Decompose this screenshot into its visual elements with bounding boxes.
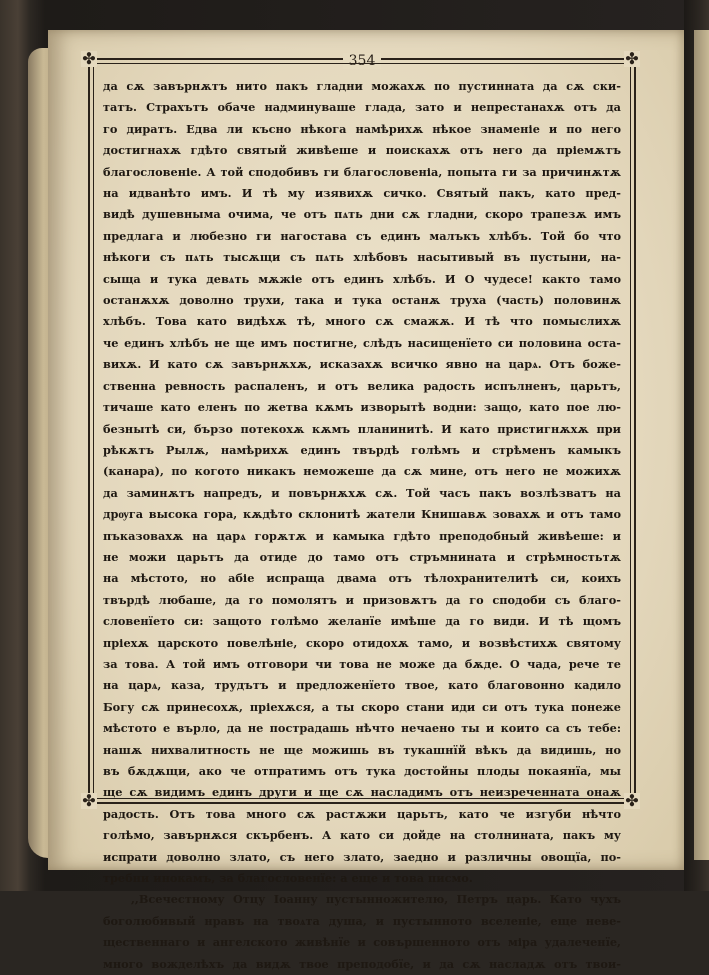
text-line: радость. Отъ това много сѫ растѫжи царьтъ, като че изгуби нѣчто: [103, 806, 621, 821]
text-line: рѣкѫтъ Рылѫ, намѣрихѫ единъ твърдѣ голѣмъ и стрѣменъ камыкъ: [103, 442, 621, 457]
text-line: на идванѣто имъ. И тѣ му изявихѫ сичко. Святый пакъ, като пред-: [103, 186, 621, 201]
text-line: ственна ревность распаленъ, и отъ велика радость испълненъ, царьтъ,: [103, 378, 621, 393]
text-line: вихѫ. И като сѫ завърнѫхѫ, исказахѫ всичко явно на царѧ. Отъ боже-: [103, 357, 621, 372]
text-line: тичаше като еленъ по жетва кѫмъ изворытѣ водни: защо, като пое лю-: [103, 400, 621, 415]
text-line: че единъ хлѣбъ не ще имъ постигне, слѣдъ насищенїето си половина оста-: [103, 335, 621, 350]
text-line: не можи царьтъ да отиде до тамо отъ стръмнината и стрѣмностьтѫ: [103, 549, 621, 564]
corner-ornament-icon: ✤: [625, 49, 639, 68]
letter-line: много вожделѣхъ да видѫ твое преподобїе, и да сѫ насладѫ отъ твои-: [103, 956, 621, 971]
text-line: нашѫ нихвалитность не ще можишь въ тукашнїй вѣкъ да видишь, но: [103, 742, 621, 757]
text-line: пъказовахѫ на царѧ горѫтѫ и камыка гдѣто преподобный живѣеше: и: [103, 528, 621, 543]
corner-ornament-icon: ✤: [82, 791, 96, 810]
text-line: на царѧ, каза, трудътъ и предложенїето твое, като благовонно кадило: [103, 678, 621, 693]
text-line: да заминѫтъ напредъ, и повърнѫхѫ сѫ. Той часъ пакъ возлѣзватъ на: [103, 485, 621, 500]
text-line: на мѣстото, но абіе испраща двама отъ тѣлохранителитѣ си, коихъ: [103, 571, 621, 586]
page-number-container: [90, 50, 634, 69]
text-line: голѣмо, завърнѫся скърбенъ. А като си дойде на столнината, пакъ му: [103, 828, 621, 843]
text-line: дрѹга высока гора, кѫдѣто склонитѣ жатели Книшавѫ зовахѫ и отъ тамо: [103, 507, 621, 522]
letter-line: ,,Всечестному Отцу Іоанну пустынножителю, Петръ царь. Като чухъ: [131, 892, 621, 907]
text-line: за това. А той имъ отговори чи това не може да бѫде. О чада, рече те: [103, 656, 621, 671]
text-line: безнытѣ си, бързо потекохѫ кѫмъ планинитѣ. И като пристигнѫхѫ при: [103, 421, 621, 436]
text-line: словенїето си: защото голѣмо желанїе имѣше да го види. И тѣ щомъ: [103, 614, 621, 629]
text-line: предлага и любезно ги нагостава съ единъ малъкъ хлѣбъ. Той бо что: [103, 228, 621, 243]
text-line: пріехѫ царското повелѣніе, скоро отидохѫ тамо, и возвѣстихѫ святому: [103, 635, 621, 650]
corner-ornament-icon: ✤: [625, 791, 639, 810]
text-line: требни инокамъ, за благословенїе: а еще и това писмо.: [103, 871, 473, 886]
text-line: въ бѫдѫщи, ако че отпратимъ отъ тука достойны плоды покаянїа, мы: [103, 764, 621, 778]
text-line: сыща и тука девѧть мѫжіе отъ единъ хлѣбъ. И О чудесе! както тамо: [103, 271, 621, 286]
text-line: нѣкоги съ пѧть тысѫщи съ пѧть хлѣбовъ насытивый въ пустыни, на-: [103, 250, 621, 265]
page-number: 354: [343, 53, 382, 69]
text-line: хлѣбъ. Това като видѣхѫ тѣ, много сѫ смажѫ. И тѣ что помыслихѫ: [103, 314, 621, 329]
corner-ornament-icon: ✤: [82, 49, 96, 68]
letter-line: щественнаго и ангелското живѣнїе и совършенното отъ міра удалеченїе,: [103, 935, 621, 950]
facing-page-edge: [694, 30, 709, 860]
text-line: благословеніе. А той сподобивъ ги благословеніа, попыта ги за причинѫтѫ: [103, 164, 621, 179]
text-line: останѫхѫ доволно трухи, така и тука останѫ труха (часть) половинѫ: [103, 293, 621, 308]
text-line: достигнахѫ гдѣто святый живѣеше и поискахѫ отъ него да пріемѫтъ: [103, 143, 621, 158]
text-line: ще сѫ видимъ единъ други и ще сѫ насладимъ отъ неизреченната онаѫ: [103, 785, 621, 800]
body-text: [103, 76, 621, 975]
text-line: испрати доволно злато, съ него злато, заедно и различны овощїа, по-: [103, 849, 621, 864]
text-line: Богу сѫ принесохѫ, пріехѫся, а ты скоро стани иди си отъ тука понеже: [103, 699, 621, 714]
text-line: мѣстото е върло, да не пострадашь нѣчто нечаено ты и които са съ тебе:: [103, 721, 621, 736]
letter-line: боголюбивый нравъ на твоѧта душа, и пустынното вселеніе, еще неве-: [103, 913, 621, 928]
text-line: твърдѣ любаше, да го помолятъ и призовѫтъ да го сподоби съ благо-: [103, 592, 621, 607]
text-line: (канара), по когото никакъ неможеше да сѫ мине, отъ него не можихѫ: [103, 464, 621, 479]
text-line: татъ. Страхътъ обаче надминуваше глада, зато и непрестанахѫ отъ да: [103, 100, 621, 115]
text-line: да сѫ завърнѫтъ нито пакъ гладни можахѫ по пустинната да сѫ ски-: [103, 79, 621, 93]
text-line: видѣ душевныма очима, че отъ пѧть дни сѫ гладни, скоро трапезѫ имъ: [103, 207, 621, 222]
text-line: го диратъ. Едва ли късно нѣкога намѣрихѫ нѣкое знаменіе и по него: [103, 121, 621, 136]
